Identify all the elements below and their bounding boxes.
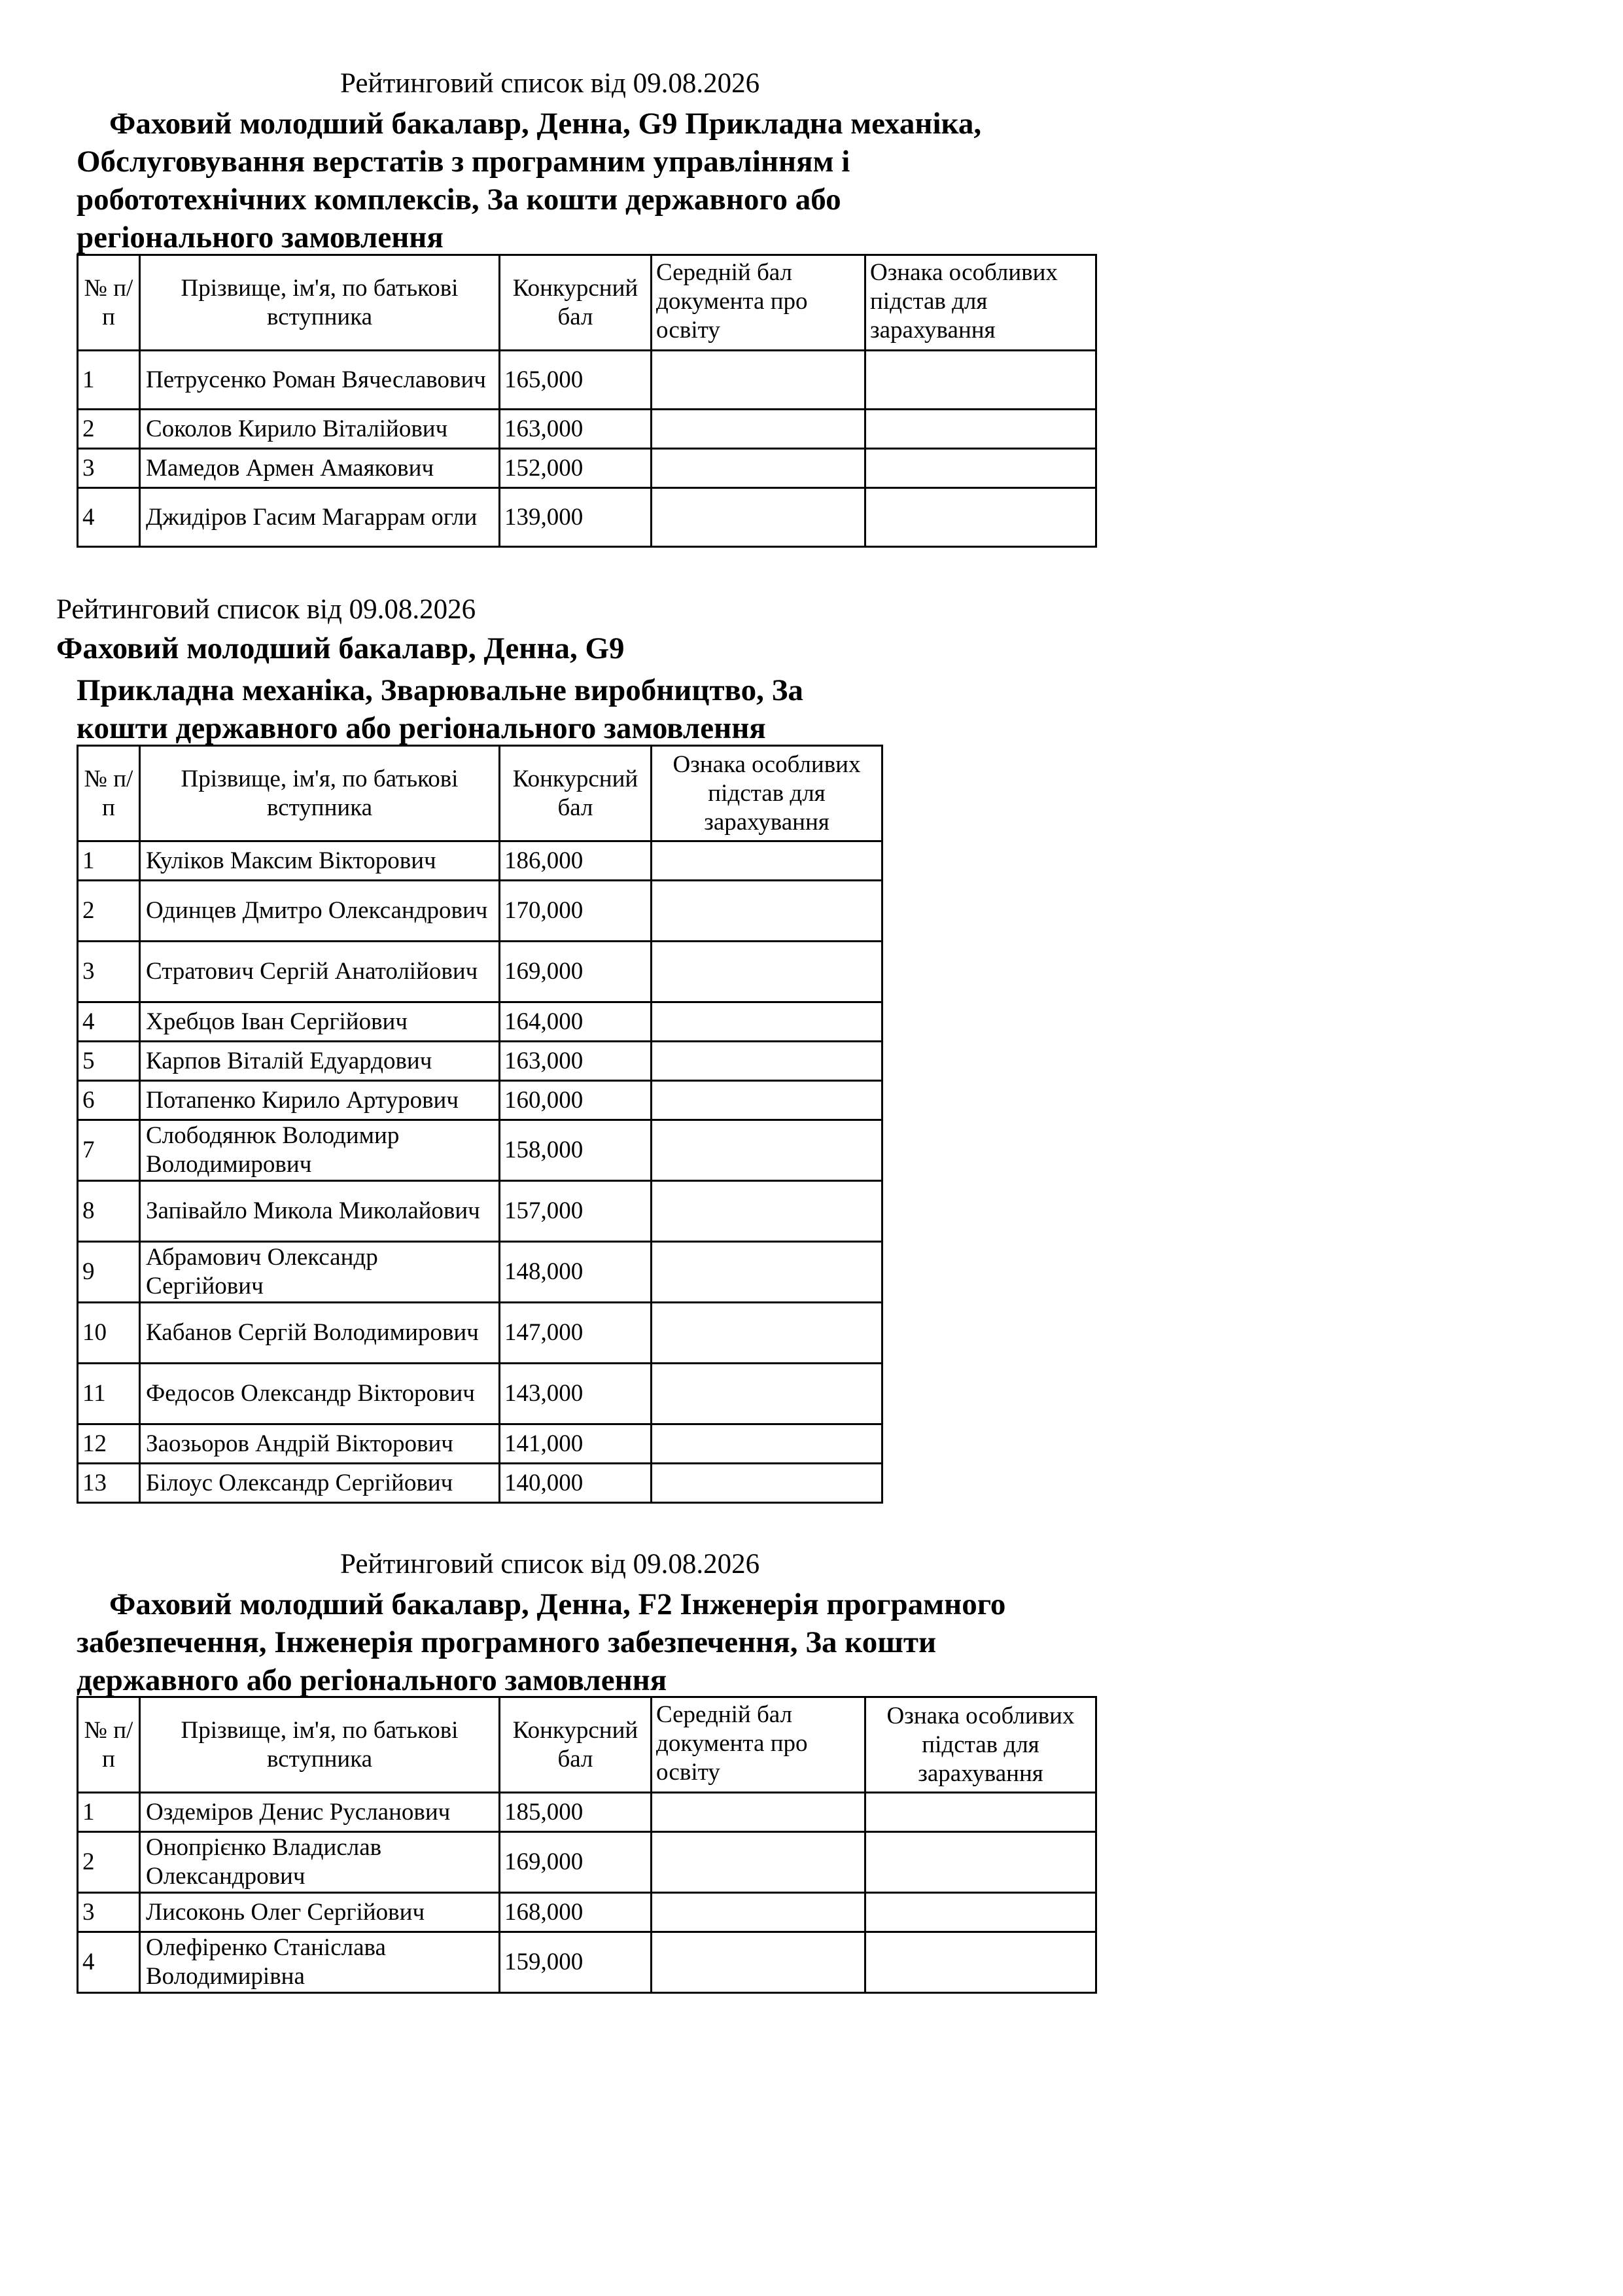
competition-score: 169,000 bbox=[500, 942, 652, 1002]
row-number: 9 bbox=[78, 1242, 140, 1303]
col-header-name: Прізвище, ім'я, по батькові вступника bbox=[140, 255, 500, 351]
applicant-name: Запівайло Микола Миколайович bbox=[140, 1181, 500, 1242]
special-grounds-cell bbox=[652, 1303, 882, 1364]
table-row bbox=[78, 1042, 882, 1081]
row-number: 4 bbox=[78, 488, 140, 547]
table-header-row bbox=[78, 255, 1096, 351]
applicant-name: Лисоконь Олег Сергійович bbox=[140, 1893, 500, 1932]
applicant-name: Кабанов Сергій Володимирович bbox=[140, 1303, 500, 1364]
special-grounds-cell bbox=[652, 1002, 882, 1042]
table-row bbox=[78, 1303, 882, 1364]
row-number: 6 bbox=[78, 1081, 140, 1120]
avg-score-cell bbox=[652, 410, 865, 449]
table-row bbox=[78, 1081, 882, 1120]
row-number: 12 bbox=[78, 1424, 140, 1464]
competition-score: 163,000 bbox=[500, 410, 652, 449]
row-number: 1 bbox=[78, 841, 140, 881]
applicant-name: Білоус Олександр Сергійович bbox=[140, 1464, 500, 1503]
table-row bbox=[78, 881, 882, 942]
applicant-name: Стратович Сергій Анатолійович bbox=[140, 942, 500, 1002]
avg-score-cell bbox=[652, 488, 865, 547]
competition-score: 163,000 bbox=[500, 1042, 652, 1081]
competition-score: 140,000 bbox=[500, 1464, 652, 1503]
col-header-score: Конкурсний бал bbox=[500, 746, 652, 841]
special-grounds-cell bbox=[652, 841, 882, 881]
competition-score: 148,000 bbox=[500, 1242, 652, 1303]
special-grounds-cell bbox=[865, 449, 1096, 488]
applicant-name: Потапенко Кирило Артурович bbox=[140, 1081, 500, 1120]
applicant-name: Заозьоров Андрій Вікторович bbox=[140, 1424, 500, 1464]
special-grounds-cell bbox=[652, 942, 882, 1002]
section-1-title-line: Обслуговування верстатів з програмним управлінням і bbox=[77, 145, 850, 179]
col-header-number: № п/п bbox=[78, 1697, 140, 1793]
competition-score: 170,000 bbox=[500, 881, 652, 942]
special-grounds-cell bbox=[865, 1793, 1096, 1832]
applicant-name: Карпов Віталій Едуардович bbox=[140, 1042, 500, 1081]
competition-score: 158,000 bbox=[500, 1120, 652, 1181]
applicant-name: Одинцев Дмитро Олександрович bbox=[140, 881, 500, 942]
table-row bbox=[78, 1002, 882, 1042]
row-number: 4 bbox=[78, 1002, 140, 1042]
section-2-table bbox=[77, 745, 883, 1504]
col-header-name: Прізвище, ім'я, по батькові вступника bbox=[140, 746, 500, 841]
col-header-special-grounds: Ознака особливих підстав для зарахування bbox=[652, 746, 882, 841]
table-row bbox=[78, 1424, 882, 1464]
avg-score-cell bbox=[652, 1793, 865, 1832]
section-1-title-line: робототехнічних комплексів, За кошти державного або bbox=[77, 183, 841, 217]
section-3-title-line: державного або регіонального замовлення bbox=[77, 1663, 667, 1697]
table-row bbox=[78, 1793, 1096, 1832]
special-grounds-cell bbox=[652, 1181, 882, 1242]
col-header-number: № п/п bbox=[78, 746, 140, 841]
special-grounds-cell bbox=[652, 1081, 882, 1120]
special-grounds-cell bbox=[865, 1893, 1096, 1932]
applicant-name: Абрамович Олександр Сергійович bbox=[140, 1242, 500, 1303]
applicant-name: Хребцов Іван Сергійович bbox=[140, 1002, 500, 1042]
table-row bbox=[78, 1832, 1096, 1893]
section-3-table bbox=[77, 1696, 1097, 1994]
avg-score-cell bbox=[652, 1932, 865, 1993]
applicant-name: Онопрієнко Владислав Олександрович bbox=[140, 1832, 500, 1893]
col-header-name: Прізвище, ім'я, по батькові вступника bbox=[140, 1697, 500, 1793]
row-number: 3 bbox=[78, 942, 140, 1002]
competition-score: 159,000 bbox=[500, 1932, 652, 1993]
table-row bbox=[78, 942, 882, 1002]
row-number: 3 bbox=[78, 1893, 140, 1932]
table-row bbox=[78, 351, 1096, 410]
applicant-name: Оздеміров Денис Русланович bbox=[140, 1793, 500, 1832]
special-grounds-cell bbox=[652, 1364, 882, 1424]
col-header-number: № п/п bbox=[78, 255, 140, 351]
section-3-title-line: Фаховий молодший бакалавр, Денна, F2 Інженерія програмного bbox=[109, 1587, 1006, 1621]
competition-score: 147,000 bbox=[500, 1303, 652, 1364]
applicant-name: Петрусенко Роман Вячеславович bbox=[140, 351, 500, 410]
row-number: 2 bbox=[78, 881, 140, 942]
competition-score: 186,000 bbox=[500, 841, 652, 881]
table-row bbox=[78, 1242, 882, 1303]
section-3-title-line: забезпечення, Інженерія програмного забезпечення, За кошти bbox=[77, 1625, 937, 1659]
special-grounds-cell bbox=[652, 1042, 882, 1081]
row-number: 4 bbox=[78, 1932, 140, 1993]
row-number: 11 bbox=[78, 1364, 140, 1424]
row-number: 2 bbox=[78, 1832, 140, 1893]
row-number: 2 bbox=[78, 410, 140, 449]
section-1-title-line: регіонального замовлення bbox=[77, 221, 444, 255]
section-2-title-line: Фаховий молодший бакалавр, Денна, G9 bbox=[56, 631, 625, 665]
col-header-score: Конкурсний бал bbox=[500, 255, 652, 351]
table-row bbox=[78, 1181, 882, 1242]
special-grounds-cell bbox=[865, 351, 1096, 410]
col-header-avg-score: Середній бал документа про освіту bbox=[652, 1697, 865, 1793]
applicant-name: Соколов Кирило Віталійович bbox=[140, 410, 500, 449]
avg-score-cell bbox=[652, 449, 865, 488]
special-grounds-cell bbox=[865, 410, 1096, 449]
avg-score-cell bbox=[652, 1893, 865, 1932]
row-number: 8 bbox=[78, 1181, 140, 1242]
col-header-special-grounds: Ознака особливих підстав для зарахування bbox=[865, 1697, 1096, 1793]
table-row bbox=[78, 488, 1096, 547]
section-2-date: Рейтинговий список від 09.08.2026 bbox=[56, 594, 476, 625]
row-number: 5 bbox=[78, 1042, 140, 1081]
section-1-table bbox=[77, 254, 1097, 548]
table-header-row bbox=[78, 1697, 1096, 1793]
competition-score: 152,000 bbox=[500, 449, 652, 488]
competition-score: 164,000 bbox=[500, 1002, 652, 1042]
applicant-name: Слободянюк Володимир Володимирович bbox=[140, 1120, 500, 1181]
col-header-score: Конкурсний бал bbox=[500, 1697, 652, 1793]
table-row bbox=[78, 841, 882, 881]
special-grounds-cell bbox=[652, 1242, 882, 1303]
table-row bbox=[78, 1364, 882, 1424]
section-2-title-line: Прикладна механіка, Зварювальне виробництво, За bbox=[77, 673, 803, 707]
table-row bbox=[78, 1120, 882, 1181]
special-grounds-cell bbox=[865, 1932, 1096, 1993]
avg-score-cell bbox=[652, 1832, 865, 1893]
applicant-name: Куліков Максим Вікторович bbox=[140, 841, 500, 881]
section-2-title bbox=[56, 629, 803, 747]
row-number: 13 bbox=[78, 1464, 140, 1503]
table-row bbox=[78, 1464, 882, 1503]
section-1-title bbox=[77, 105, 981, 256]
special-grounds-cell bbox=[652, 881, 882, 942]
table-row bbox=[78, 1893, 1096, 1932]
competition-score: 168,000 bbox=[500, 1893, 652, 1932]
competition-score: 160,000 bbox=[500, 1081, 652, 1120]
special-grounds-cell bbox=[652, 1120, 882, 1181]
competition-score: 141,000 bbox=[500, 1424, 652, 1464]
section-1-title-line: Фаховий молодший бакалавр, Денна, G9 Прикладна механіка, bbox=[109, 107, 982, 141]
special-grounds-cell bbox=[865, 1832, 1096, 1893]
competition-score: 157,000 bbox=[500, 1181, 652, 1242]
competition-score: 185,000 bbox=[500, 1793, 652, 1832]
avg-score-cell bbox=[652, 351, 865, 410]
section-3-title bbox=[77, 1585, 1005, 1699]
competition-score: 165,000 bbox=[500, 351, 652, 410]
row-number: 1 bbox=[78, 1793, 140, 1832]
special-grounds-cell bbox=[652, 1424, 882, 1464]
special-grounds-cell bbox=[652, 1464, 882, 1503]
applicant-name: Олефіренко Станіслава Володимирівна bbox=[140, 1932, 500, 1993]
row-number: 10 bbox=[78, 1303, 140, 1364]
row-number: 7 bbox=[78, 1120, 140, 1181]
competition-score: 169,000 bbox=[500, 1832, 652, 1893]
applicant-name: Федосов Олександр Вікторович bbox=[140, 1364, 500, 1424]
row-number: 3 bbox=[78, 449, 140, 488]
section-3-date: Рейтинговий список від 09.08.2026 bbox=[340, 1549, 760, 1580]
applicant-name: Джидіров Гасим Магаррам огли bbox=[140, 488, 500, 547]
competition-score: 143,000 bbox=[500, 1364, 652, 1424]
table-header-row bbox=[78, 746, 882, 841]
section-1-date: Рейтинговий список від 09.08.2026 bbox=[340, 68, 760, 99]
col-header-avg-score: Середній бал документа про освіту bbox=[652, 255, 865, 351]
section-2-title-line: кошти державного або регіонального замовлення bbox=[77, 711, 766, 745]
col-header-special-grounds: Ознака особливих підстав для зарахування bbox=[865, 255, 1096, 351]
table-row bbox=[78, 1932, 1096, 1993]
table-row bbox=[78, 410, 1096, 449]
special-grounds-cell bbox=[865, 488, 1096, 547]
table-row bbox=[78, 449, 1096, 488]
row-number: 1 bbox=[78, 351, 140, 410]
applicant-name: Мамедов Армен Амаякович bbox=[140, 449, 500, 488]
competition-score: 139,000 bbox=[500, 488, 652, 547]
